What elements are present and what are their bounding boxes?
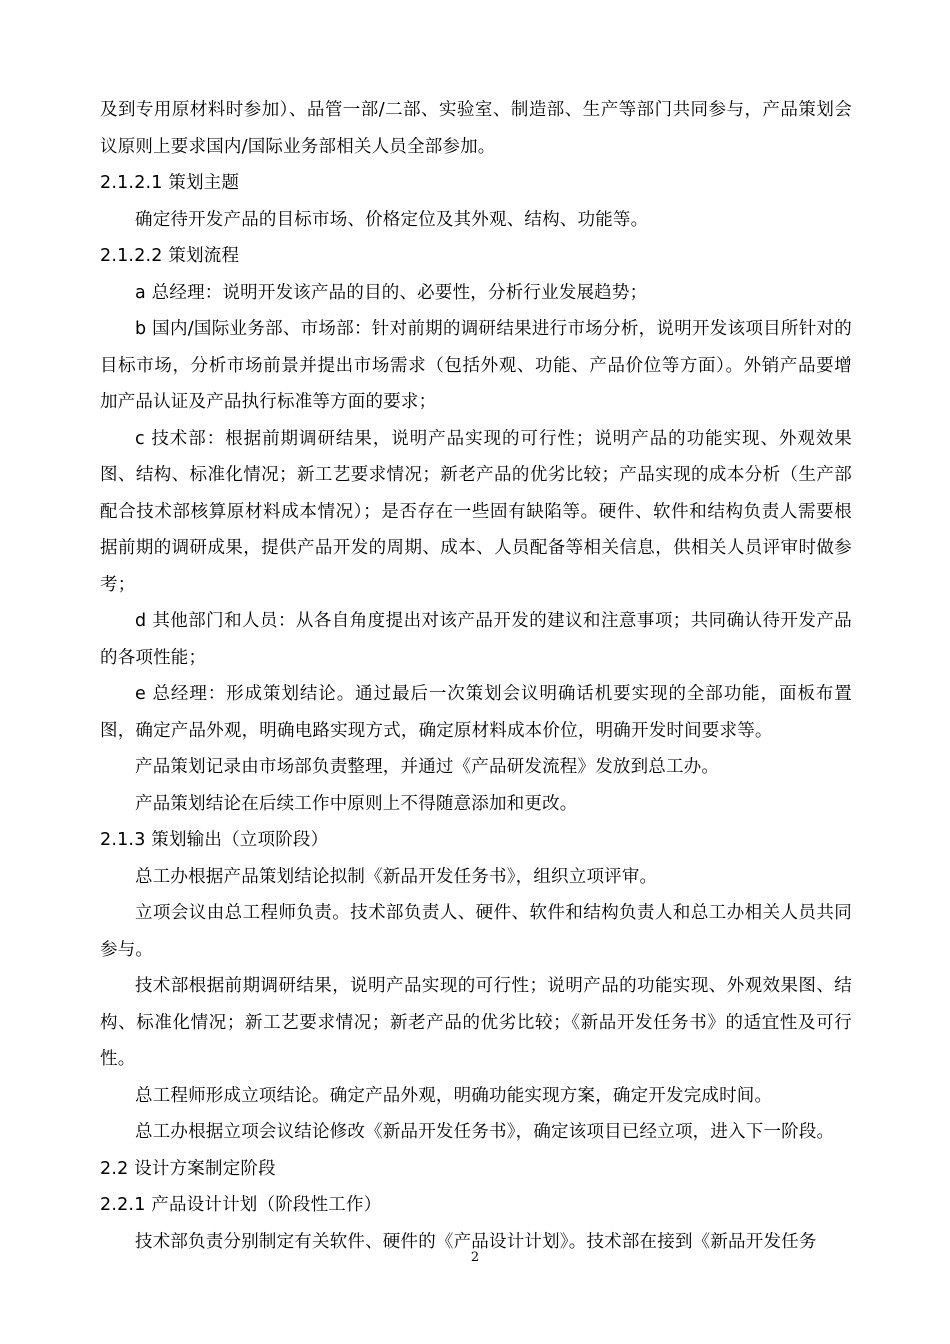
paragraph-task-book: 总工办根据产品策划结论拟制《新品开发任务书》，组织立项评审。 — [135, 866, 658, 887]
paragraph-chief-engineer: 总工程师形成立项结论。确定产品外观，明确功能实现方案，确定开发完成时间。 — [135, 1085, 773, 1106]
paragraph-project-meeting: 立项会议由总工程师负责。技术部负责人、硬件、软件和结构负责人和总工办相关人员共同参与。 — [100, 903, 852, 960]
paragraph-design-plan: 技术部负责分别制定有关软件、硬件的《产品设计计划》。技术部在接到《新品开发任务 — [135, 1231, 817, 1252]
paragraph-project-approved: 总工办根据立项会议结论修改《新品开发任务书》，确定该项目已经立项，进入下一阶段。 — [135, 1122, 835, 1142]
document-body — [100, 92, 852, 1260]
section-heading-2-1-2-2: 2.1.2.2 策划流程 — [100, 246, 240, 266]
list-item-a: a 总经理：说明开发该产品的目的、必要性，分析行业发展趋势； — [135, 282, 648, 303]
list-item-d: d 其他部门和人员：从各自角度提出对该产品开发的建议和注意事项；共同确认待开发产品的各项性能； — [100, 611, 852, 668]
paragraph-planning-conclusion: 产品策划结论在后续工作中原则上不得随意添加和更改。 — [135, 793, 578, 814]
list-item-b: b 国内/国际业务部、市场部：针对前期的调研结果进行市场分析，说明开发该项目所针对的目标市场，分析市场前景并提出市场需求（包括外观、功能、产品价位等方面）。外销产品要增加产品认证及产品执行标准等方面的要求； — [100, 319, 852, 412]
list-item-e: e 总经理：形成策划结论。通过最后一次策划会议明确话机要实现的全部功能，面板布置图，确定产品外观，明确电路实现方式，确定原材料成本价位，明确开发时间要求等。 — [100, 684, 852, 741]
list-item-c: c 技术部：根据前期调研结果，说明产品实现的可行性；说明产品的功能实现、外观效果图、结构、标准化情况；新工艺要求情况；新老产品的优劣比较；产品实现的成本分析（生产部配合技术部核算原材料成本情况）；是否存在一些固有缺陷等。硬件、软件和结构负责人需要根据前期的调研成果，提供产品开发的周期、成本、人员配备等相关信息，供相关人员评审时做参考； — [100, 428, 852, 595]
page-number: 2 — [470, 1250, 480, 1265]
section-heading-2-2: 2.2 设计方案制定阶段 — [100, 1158, 276, 1179]
section-heading-2-1-3: 2.1.3 策划输出（立项阶段） — [100, 830, 329, 850]
paragraph-continuation: 及到专用原材料时参加）、品管一部/二部、实验室、制造部、生产等部门共同参与，产品策划会议原则上要求国内/国际业务部相关人员全部参加。 — [100, 100, 852, 157]
section-heading-2-1-2-1: 2.1.2.1 策划主题 — [100, 173, 240, 193]
paragraph-planning-record: 产品策划记录由市场部负责整理，并通过《产品研发流程》发放到总工办。 — [135, 757, 720, 777]
paragraph-planning-theme: 确定待开发产品的目标市场、价格定位及其外观、结构、功能等。 — [135, 209, 649, 230]
section-heading-2-2-1: 2.2.1 产品设计计划（阶段性工作） — [100, 1195, 382, 1215]
paragraph-tech-feasibility: 技术部根据前期调研结果，说明产品实现的可行性；说明产品的功能实现、外观效果图、结构、标准化情况；新工艺要求情况；新老产品的优劣比较；《新品开发任务书》的适宜性及可行性。 — [100, 976, 852, 1069]
